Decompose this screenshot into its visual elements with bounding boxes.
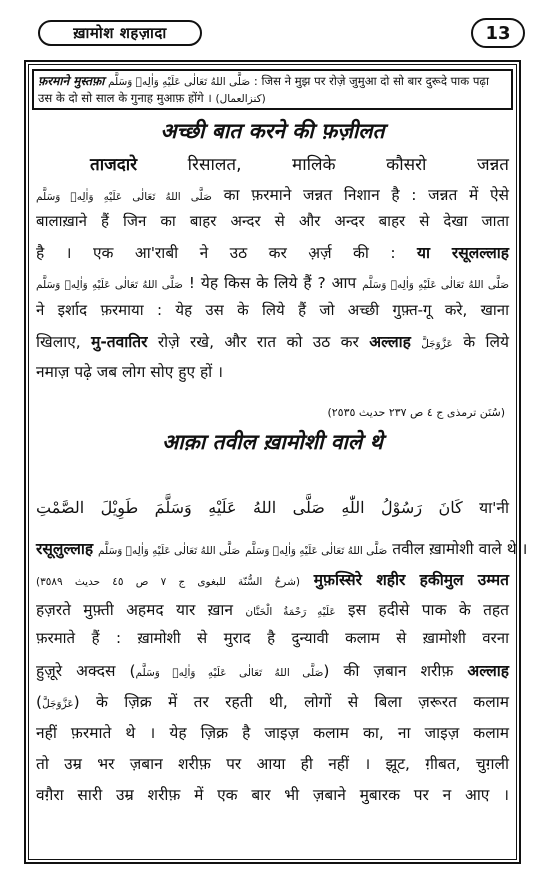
s2-text-7a: ( xyxy=(36,693,43,711)
s2-line-6 xyxy=(36,659,509,681)
s2-text-4a: हज़रते मुफ़्ती अहमद यार ख़ान xyxy=(36,601,233,619)
salawat-text: صَلَّى اللهُ تَعَالٰى عَلَيْهِ وَاٰلِهٖ وَسَلَّم xyxy=(362,279,509,291)
s2-bold-mufassire: मुफ़स्सिरे शहीर हकीमुल उम्मत xyxy=(313,571,509,589)
s1-bold-mutawatir: मु-तवातिर xyxy=(91,333,148,351)
hadith-box xyxy=(32,69,513,110)
hadith-text-2: उस के दो सो साल के गुनाह मुआफ़ होंगे । xyxy=(38,91,212,105)
salawat-text: صَلَّى اللهُ تَعَالٰى عَلَيْهِ وَاٰلِهٖ وَسَلَّم xyxy=(245,545,388,557)
s1-text-7a: खिलाए, xyxy=(36,333,81,351)
rahmat-text: عَلَيْهِ رَحْمَةُ الْحَنَّان xyxy=(245,606,336,618)
s2-bold-rasoolullah: रसूलुल्लाह xyxy=(36,540,94,558)
s2-reference: (شرحُ السُّنّة للبغوی ج ٧ ص ٤٥ حدیث ٣٥٨٩) xyxy=(36,576,300,588)
azza-wajal-text: عَزَّوَجَلَّ xyxy=(421,338,453,350)
s1-line-8: नमाज़ पढ़े जब लोग सोए हुए हों । xyxy=(36,363,223,381)
s2-text-4b: इस हदीसे पाक के तहत xyxy=(348,601,509,619)
hadith-line-1 xyxy=(38,73,507,90)
s2-yani: या'नी xyxy=(479,499,509,517)
salawat-text: صَلَّى اللهُ تَعَالٰى عَلَيْهِ وَاٰلِهٖ وَسَلَّم xyxy=(36,279,183,291)
s2-line-9: तो उम्र भर ज़बान शरीफ़ पर आया ही नहीं । झूट, ग़ीबत, चुग़ली xyxy=(36,755,509,773)
hadith-text-1: : जिस ने मुझ पर रोज़े जुमुआ दो सो बार दुरूदे पाक पढ़ा xyxy=(253,74,489,88)
s1-text-4: है । एक आ'राबी ने उठ कर अ़र्ज़ की : xyxy=(36,244,396,262)
azza-wajal-text: عَزَّوَجَلَّ xyxy=(42,698,74,710)
s1-line-6: ने इर्शाद फ़रमाया : येह उस के लिये हैं जो अच्छी गुफ़्त-गू करे, खाना xyxy=(36,301,509,319)
s1-line-2 xyxy=(36,183,509,205)
s1-text-7b: रोज़े रखे, और रात को उठ कर xyxy=(157,333,359,351)
s2-line-4 xyxy=(36,598,509,620)
s1-bold-ya-rasool: या रसूलल्लाह xyxy=(417,244,509,262)
s1-line-5 xyxy=(36,271,509,293)
book-title: ख़ामोश शहज़ादा xyxy=(73,24,167,42)
s2-line-2 xyxy=(36,537,528,559)
s1-line-4 xyxy=(36,241,509,263)
salawat-text: صَلَّى اللهُ تَعَالٰى عَلَيْهِ وَاٰلِهٖ وَسَلَّم xyxy=(108,76,251,88)
s1-line-7 xyxy=(36,330,509,352)
s1-bold-allah: अल्लाह xyxy=(369,333,411,351)
s2-text-6b: ) की ज़बान शरीफ़ xyxy=(323,662,454,680)
s1-line-1 xyxy=(90,152,509,175)
salawat-text: صَلَّى اللهُ تَعَالٰى عَلَيْهِ وَاٰلِهٖ وَسَلَّم xyxy=(36,191,212,203)
section1-heading: अच्छी बात करने की फ़ज़ीलत xyxy=(160,119,385,143)
salawat-text: صَلَّى اللهُ تَعَالٰى عَلَيْهِ وَاٰلِهٖ وَسَلَّم xyxy=(135,667,324,679)
s2-bold-allah: अल्लाह xyxy=(467,662,509,680)
hadith-source: (كنزالعمال) xyxy=(215,93,266,105)
s2-text-6a: हुज़ूरे अक्दस ( xyxy=(36,662,136,680)
hadith-label: फ़रमाने मुस्तफ़ा xyxy=(38,74,105,88)
hadith-line-2 xyxy=(38,90,507,107)
s1-reference: (سُنَن ترمذی ج ٤ ص ٢٣٧ حدیث ٢٥٣٥) xyxy=(327,406,505,419)
s1-line-3: बालाख़ाने हैं जिन का बाहर अन्दर से और अन्दर बाहर से देखा जाता xyxy=(36,212,509,230)
salawat-text: صَلَّى اللهُ تَعَالٰى عَلَيْهِ وَاٰلِهٖ وَسَلَّم xyxy=(98,545,241,557)
page-number: 13 xyxy=(485,22,511,44)
book-title-badge xyxy=(38,20,202,46)
s1-text-2: का फ़रमाने जन्नत निशान है : जन्नत में ऐसे xyxy=(223,186,509,204)
s1-text-7c: के लिये xyxy=(463,333,509,351)
s2-text-7b: ) के ज़िक्र में तर रहती थी, लोगों से बिला ज़रूरत कलाम xyxy=(73,693,509,711)
s2-line-1 xyxy=(36,496,509,518)
s1-text-5: ! येह किस के लिये हैं ? आप xyxy=(188,274,357,292)
arabic-quote: كَانَ رَسُوْلُ اللّٰهِ صَلَّى اللهُ عَلَيْهِ وَسَلَّمَ طَوِيْلَ الصَّمْتِ xyxy=(36,498,463,517)
s1-bold-tajdare: ताजदारे xyxy=(90,155,138,175)
s2-line-7 xyxy=(36,690,509,712)
section2-heading: आक़ा तवील ख़ामोशी वाले थे xyxy=(162,430,383,454)
s2-line-8: नहीं फ़रमाते थे । येह ज़िक्र है जाइज़ कलाम का, ना जाइज़ कलाम xyxy=(36,724,509,742)
s1-text-1: रिसालत, मालिके कौसरो जन्नत xyxy=(187,155,509,175)
s2-text-2: तवील ख़ामोशी वाले थे । xyxy=(392,540,528,558)
s2-line-10: वग़ैरा सारी उम्र शरीफ़ में एक बार भी ज़बाने मुबारक पर न आए । xyxy=(36,786,509,804)
page-number-badge xyxy=(471,18,525,48)
s2-line-3 xyxy=(36,568,509,590)
s2-line-5: फ़रमाते हैं : ख़ामोशी से मुराद है दुन्यावी कलाम से ख़ामोशी वरना xyxy=(36,629,509,647)
